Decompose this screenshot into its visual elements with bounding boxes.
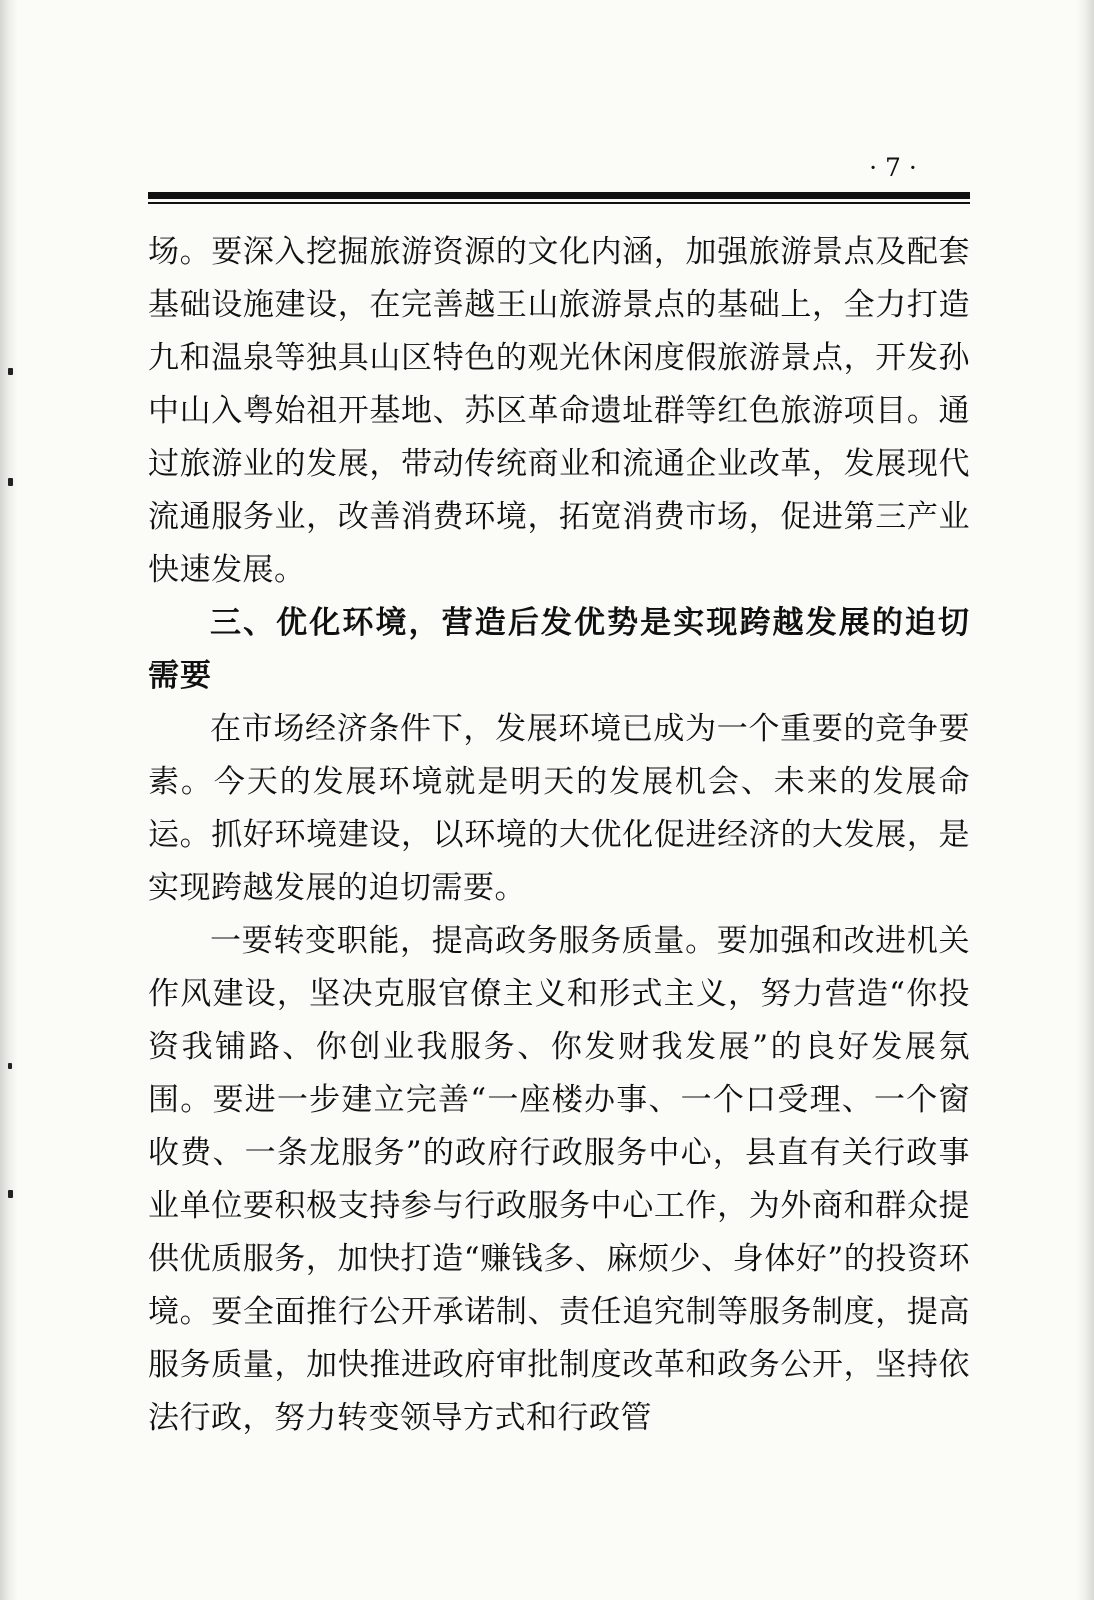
- scan-binding-mark: [8, 368, 13, 375]
- right-page-shadow: [1076, 0, 1094, 1600]
- page-number: · 7 ·: [869, 153, 917, 182]
- scan-binding-mark: [8, 478, 13, 486]
- scan-binding-mark: [8, 1063, 12, 1069]
- section-heading: 三、优化环境，营造后发优势是实现跨越发展的迫切需要: [148, 605, 970, 694]
- header-rule-thin: [148, 202, 970, 204]
- document-body: [148, 226, 970, 1445]
- header-rule-thick: [148, 192, 970, 199]
- body-paragraph: 一要转变职能，提高政务服务质量。要加强和改进机关作风建设，坚决克服官僚主义和形式主义，努力营造“你投资我铺路、你创业我服务、你发财我发展”的良好发展氛围。要进一步建立完善“一座楼办事、一个口受理、一个窗收费、一条龙服务”的政府行政服务中心，县直有关行政事业单位要积极支持参与行政服务中心工作，为外商和群众提供优质服务，加快打造“赚钱多、麻烦少、身体好”的投资环境。要全面推行公开承诺制、责任追究制等服务制度，提高服务质量，加快推进政府审批制度改革和政务公开，坚持依法行政，努力转变领导方式和行政管: [148, 923, 970, 1436]
- left-page-shadow: [0, 0, 18, 1600]
- body-paragraph: 在市场经济条件下，发展环境已成为一个重要的竞争要素。今天的发展环境就是明天的发展机会、未来的发展命运。抓好环境建设，以环境的大优化促进经济的大发展，是实现跨越发展的迫切需要。: [148, 711, 970, 906]
- continuation-paragraph: 场。要深入挖掘旅游资源的文化内涵，加强旅游景点及配套基础设施建设，在完善越王山旅游景点的基础上，全力打造九和温泉等独具山区特色的观光休闲度假旅游景点，开发孙中山入粤始祖开基地、苏区革命遗址群等红色旅游项目。通过旅游业的发展，带动传统商业和流通企业改革，发展现代流通服务业，改善消费环境，拓宽消费市场，促进第三产业快速发展。: [148, 234, 970, 588]
- scan-binding-mark: [8, 1190, 13, 1198]
